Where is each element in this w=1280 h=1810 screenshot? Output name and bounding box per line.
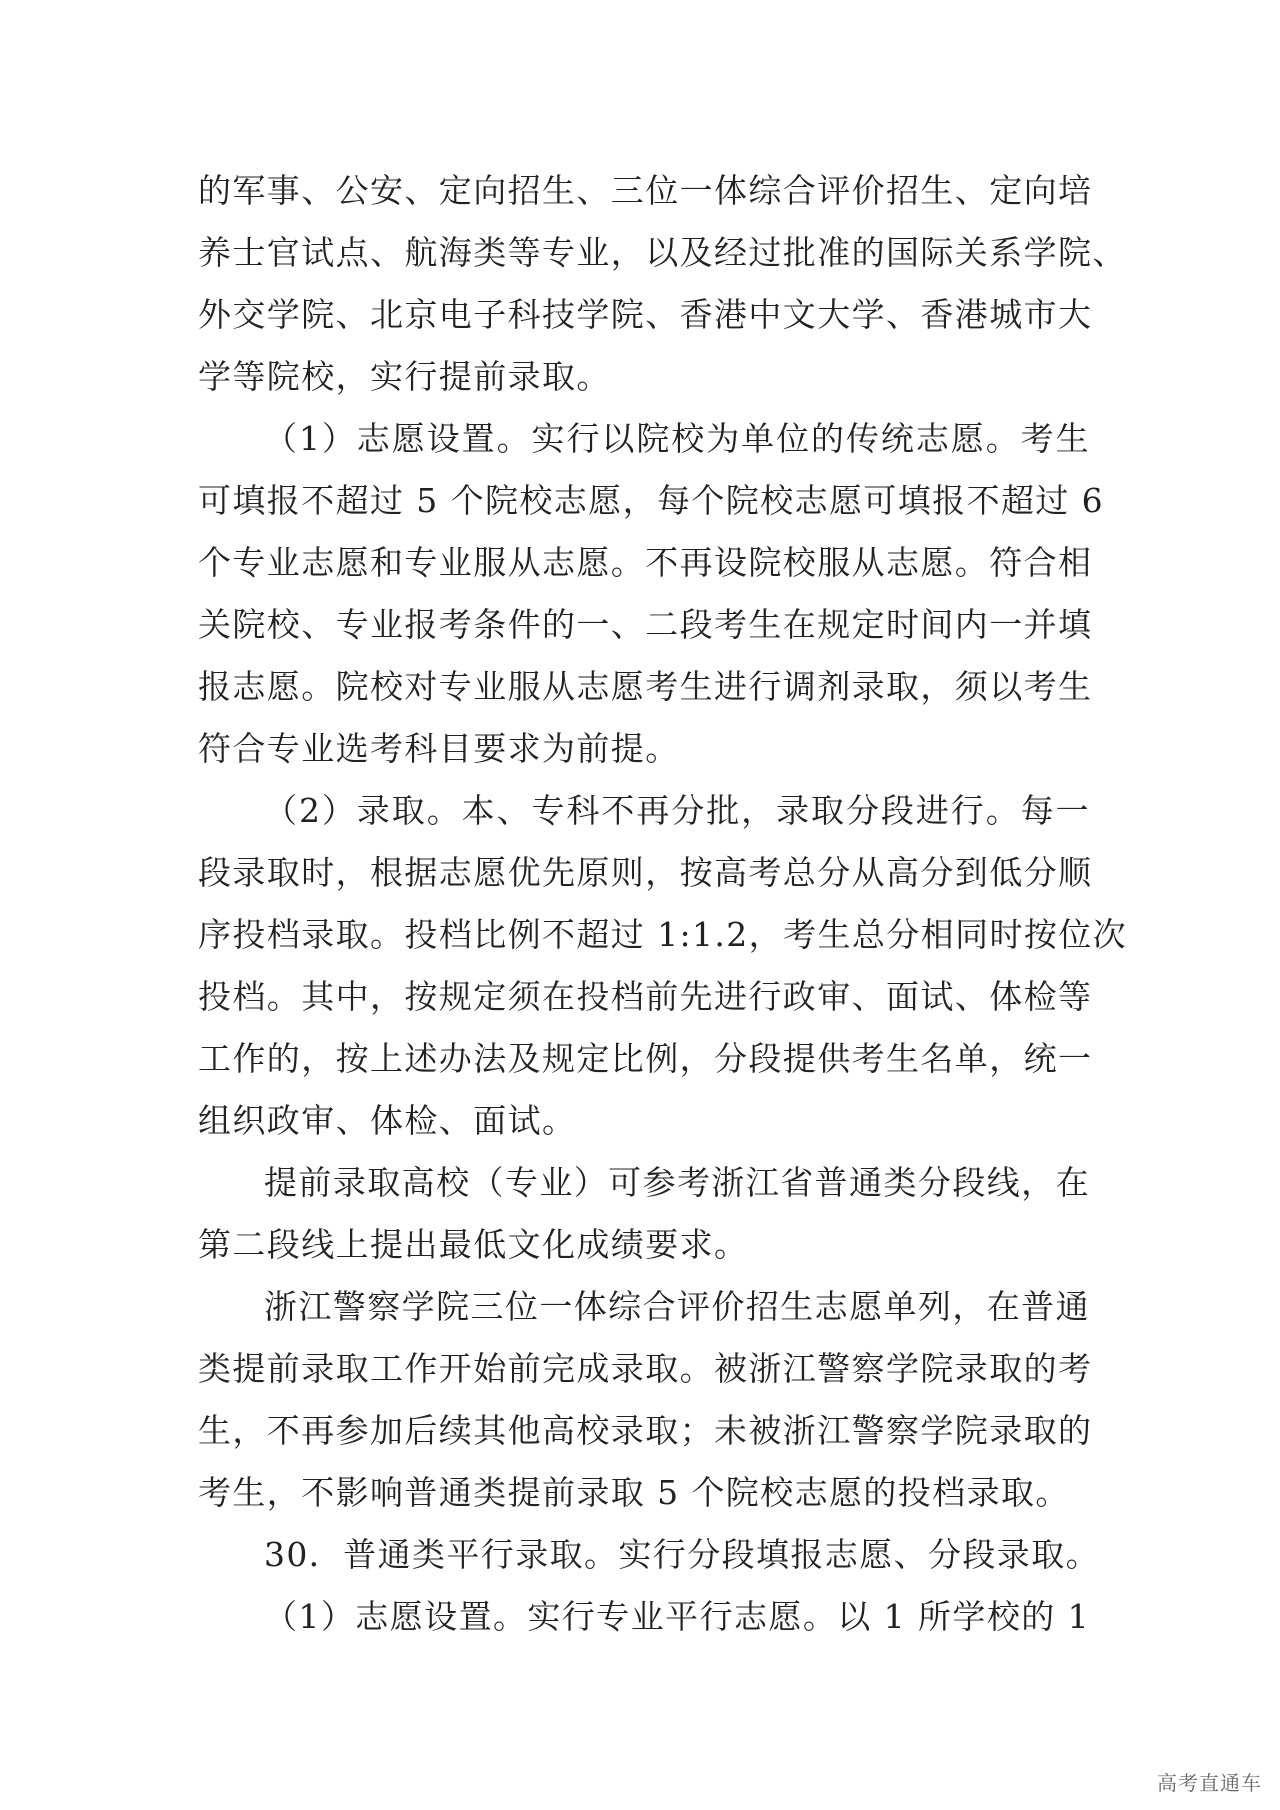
text-line: 养士官试点、航海类等专业，以及经过批准的国际关系学院、 bbox=[198, 233, 1127, 272]
watermark: 高考直通车 bbox=[1157, 1771, 1262, 1795]
text-line: 投档。其中，按规定须在投档前先进行政审、面试、体检等 bbox=[198, 977, 1093, 1016]
text-line: 考生，不影响普通类提前录取 5 个院校志愿的投档录取。 bbox=[198, 1473, 1070, 1512]
text-line: 符合专业选考科目要求为前提。 bbox=[198, 729, 680, 768]
text-line: （1）志愿设置。实行以院校为单位的传统志愿。考生 bbox=[264, 419, 1090, 458]
text-line: 段录取时，根据志愿优先原则，按高考总分从高分到低分顺 bbox=[198, 853, 1093, 892]
text-line: 浙江警察学院三位一体综合评价招生志愿单列，在普通 bbox=[264, 1287, 1090, 1326]
text-line: 个专业志愿和专业服从志愿。不再设院校服从志愿。符合相 bbox=[198, 543, 1093, 582]
text-line: 生，不再参加后续其他高校录取；未被浙江警察学院录取的 bbox=[198, 1411, 1093, 1450]
text-line: 关院校、专业报考条件的一、二段考生在规定时间内一并填 bbox=[198, 605, 1093, 644]
text-line: 类提前录取工作开始前完成录取。被浙江警察学院录取的考 bbox=[198, 1349, 1093, 1388]
text-line: 外交学院、北京电子科技学院、香港中文大学、香港城市大 bbox=[198, 295, 1093, 334]
text-line: 工作的，按上述办法及规定比例，分段提供考生名单，统一 bbox=[198, 1039, 1093, 1078]
text-line: 可填报不超过 5 个院校志愿，每个院校志愿可填报不超过 6 bbox=[198, 481, 1105, 520]
text-line: （1）志愿设置。实行专业平行志愿。以 1 所学校的 1 bbox=[264, 1597, 1090, 1636]
text-line: 提前录取高校（专业）可参考浙江省普通类分段线，在 bbox=[264, 1163, 1090, 1202]
document-body bbox=[198, 160, 1128, 1648]
text-line: 组织政审、体检、面试。 bbox=[198, 1101, 577, 1140]
text-line: （2）录取。本、专科不再分批，录取分段进行。每一 bbox=[264, 791, 1090, 830]
text-line: 学等院校，实行提前录取。 bbox=[198, 357, 611, 396]
text-line: 报志愿。院校对专业服从志愿考生进行调剂录取，须以考生 bbox=[198, 667, 1093, 706]
text-line: 第二段线上提出最低文化成绩要求。 bbox=[198, 1225, 749, 1264]
text-line: 30．普通类平行录取。实行分段填报志愿、分段录取。 bbox=[264, 1535, 1100, 1574]
text-line: 的军事、公安、定向招生、三位一体综合评价招生、定向培 bbox=[198, 171, 1093, 210]
text-line: 序投档录取。投档比例不超过 1:1.2，考生总分相同时按位次 bbox=[198, 915, 1128, 954]
